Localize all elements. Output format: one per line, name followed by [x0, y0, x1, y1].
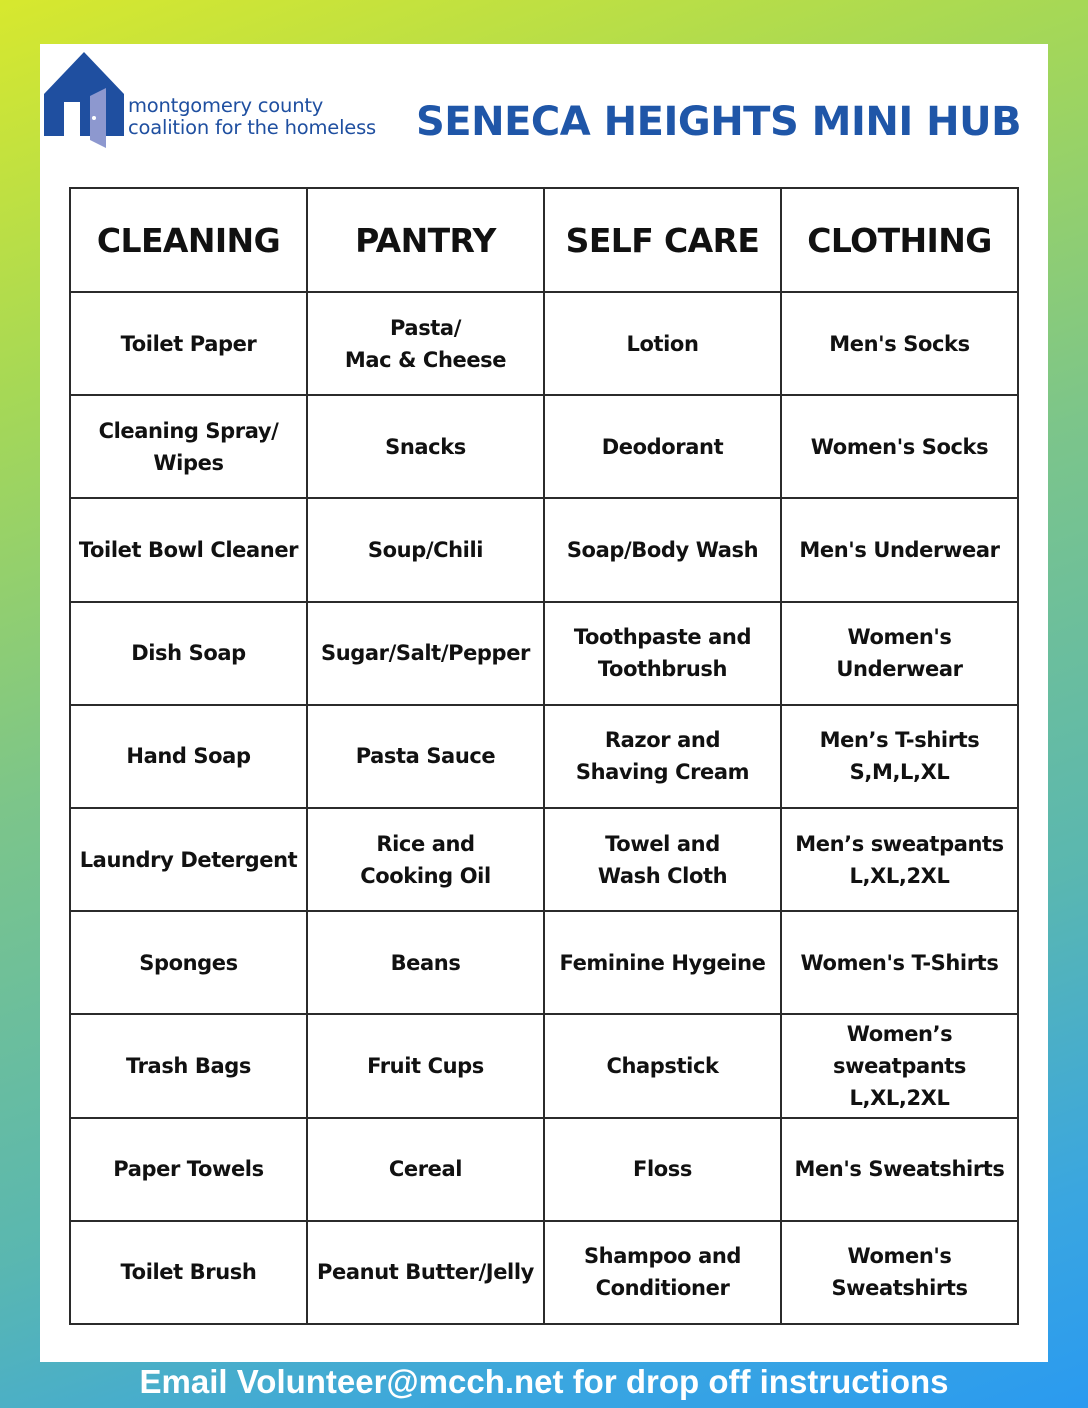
table-cell: Peanut Butter/Jelly [307, 1221, 544, 1324]
org-name [128, 95, 376, 139]
table-row [70, 911, 1018, 1014]
table-row [70, 395, 1018, 498]
donation-items-table [69, 187, 1019, 1325]
table-row [70, 1014, 1018, 1117]
table-cell: Men’s sweatpants L,XL,2XL [781, 808, 1018, 911]
table-cell: Women’s sweatpants L,XL,2XL [781, 1014, 1018, 1117]
table-cell: Lotion [544, 292, 781, 395]
table-cell: Sponges [70, 911, 307, 1014]
table-cell: Trash Bags [70, 1014, 307, 1117]
table-cell: Toothpaste and Toothbrush [544, 602, 781, 705]
table-cell: Men’s T-shirts S,M,L,XL [781, 705, 1018, 808]
table-cell: Women's Sweatshirts [781, 1221, 1018, 1324]
table-cell: Sugar/Salt/Pepper [307, 602, 544, 705]
table-cell: Razor and Shaving Cream [544, 705, 781, 808]
table-cell: Floss [544, 1118, 781, 1221]
table-cell: Women's T-Shirts [781, 911, 1018, 1014]
org-name-line2: coalition for the homeless [128, 116, 377, 139]
table-cell: Women's Underwear [781, 602, 1018, 705]
column-header-clothing: CLOTHING [781, 188, 1018, 292]
table-row [70, 1118, 1018, 1221]
table-cell: Paper Towels [70, 1118, 307, 1221]
table-row [70, 602, 1018, 705]
table-cell: Towel and Wash Cloth [544, 808, 781, 911]
table-cell: Fruit Cups [307, 1014, 544, 1117]
table-cell: Soup/Chili [307, 498, 544, 601]
table-row [70, 498, 1018, 601]
table-cell: Dish Soap [70, 602, 307, 705]
table-cell: Men's Socks [781, 292, 1018, 395]
table-cell: Men's Underwear [781, 498, 1018, 601]
table-cell: Hand Soap [70, 705, 307, 808]
table-cell: Shampoo and Conditioner [544, 1221, 781, 1324]
column-header-self-care: SELF CARE [544, 188, 781, 292]
table-cell: Soap/Body Wash [544, 498, 781, 601]
table-cell: Cleaning Spray/ Wipes [70, 395, 307, 498]
table-cell: Toilet Paper [70, 292, 307, 395]
table-cell: Men's Sweatshirts [781, 1118, 1018, 1221]
table-cell: Deodorant [544, 395, 781, 498]
table-row [70, 808, 1018, 911]
table-row [70, 292, 1018, 395]
table-header-row [70, 188, 1018, 292]
table-row [70, 1221, 1018, 1324]
table-cell: Beans [307, 911, 544, 1014]
table-cell: Feminine Hygeine [544, 911, 781, 1014]
page-title: SENECA HEIGHTS MINI HUB [416, 99, 1022, 145]
table-cell: Chapstick [544, 1014, 781, 1117]
table-cell: Women's Socks [781, 395, 1018, 498]
drop-off-instructions-footer: Email Volunteer@mcch.net for drop off instructions [139, 1363, 949, 1400]
table-cell: Laundry Detergent [70, 808, 307, 911]
house-logo-icon [44, 52, 124, 148]
table-cell: Pasta Sauce [307, 705, 544, 808]
org-name-line1: montgomery county [128, 94, 324, 117]
table-cell: Snacks [307, 395, 544, 498]
table-row [70, 705, 1018, 808]
table-cell: Toilet Brush [70, 1221, 307, 1324]
table-cell: Pasta/ Mac & Cheese [307, 292, 544, 395]
table-cell: Cereal [307, 1118, 544, 1221]
table-cell: Rice and Cooking Oil [307, 808, 544, 911]
column-header-pantry: PANTRY [307, 188, 544, 292]
column-header-cleaning: CLEANING [70, 188, 307, 292]
table-cell: Toilet Bowl Cleaner [70, 498, 307, 601]
